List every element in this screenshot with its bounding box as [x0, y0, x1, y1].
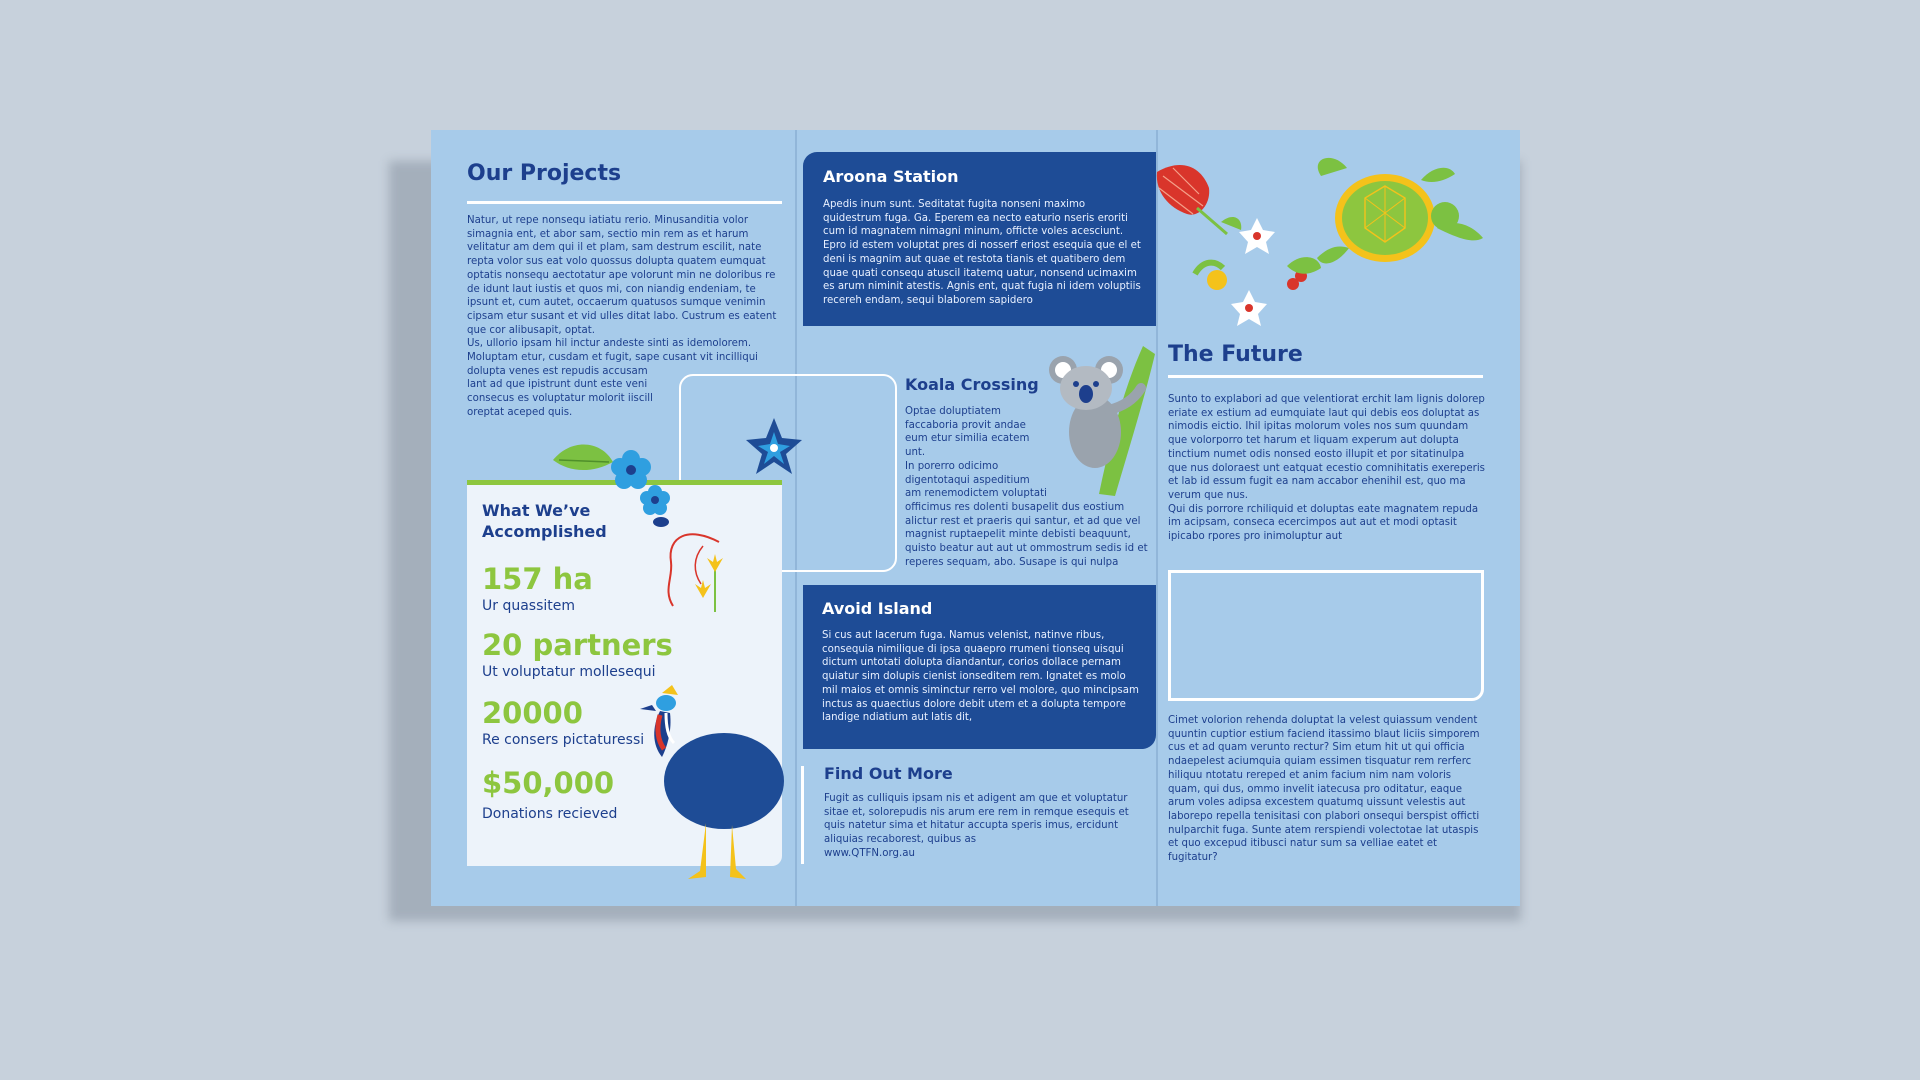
the-future-body-top: Sunto to explabori ad que velentiorat erchit lam lignis dolorep eriate ex estium ad eumquiate laut qui debis eos doluptat as nimodis eictio. Ihil ipitas molorum voles nos sum quundam que volorporro tet harum et liquam experum aut dolupta tinctium numet odis nonsed eosto illupit et por sitatinulpa que nus doloraest unt eatquat ecestio comnihitatis exereperis et lab id essum fugit ea nam accabor ehenihil est, quo ma verum que nus. Qui dis porrore rchiliquid et doluptas eate magnatem repuda im acipsam, conseca ecercimpos aut aut et modi optasit ipicabo rpores pro inimoluptur aut: [1168, 394, 1485, 543]
find-out-accent: [801, 766, 804, 864]
stat-partners-value: 20 partners: [482, 628, 673, 662]
the-future-body-bottom: Cimet volorion rehenda doluptat la velest quiassum vendent quuntin cuptior estium faciend itassimo blaut liciis simporem cus et ad quam verunto rectur? Sim etum hit ut qui officia ndaepelest aciumquia quiam essimen tisquatur rem rerferc hiliquu ntotatu rereped et anim facium nim nam voloris quam, qui dus, ommo invelit iatecusa pro oditatur, eaque arum voles adipsa excestem quatumq uissunt velestis aut laborepo repella tenisitasi con plabori onsequi berspist officti nulparchit fuga. Sunte atem rerspiendi volectotae lat utaspis et quo excepud itibusci natur sum sa velliae eatet et fugitatur?: [1168, 715, 1480, 864]
aroona-title: Aroona Station: [823, 167, 959, 186]
find-out-body: Fugit as culliquis ipsam nis et adigent am que et voluptatur sitae et, solorepudis nis arum ere rem in remque esequis et quis natetur sima et hitatur accupta speris imus, ercidunt aliquias recaborest, quibus as www.QTFN.org.au: [824, 793, 1129, 859]
avoid-island-body: Si cus aut lacerum fuga. Namus velenist, natinve ribus, consequia nimilique di ipsa quaepro rrumeni tionseq uisqui dictum untotati dolupta diandantur, corios dollace pernam quiatur sim dolupis cienist ionseditem rem. Ignatet es molo mil maios et omnis siminctur rerro vel molore, quo mincipsam inctus as quaectius dolore debit utem et a dolupta tempore landige ndiatium aut latis dit,: [822, 630, 1139, 724]
star-flower-illustration: [744, 416, 804, 478]
koala-body-wide: officimus res dolenti busapelit dus eostium alictur rest et praeris qui santur, et ad que vel magnist ruptaepelit minte debisti beaquunt, quisto beatur aut aut ut ommostrum sedis id et reperes sequam, abo. Susape is qui nulpa: [905, 502, 1148, 568]
accomplished-title: What We’ve Accomplished: [482, 501, 607, 541]
stat-count-value: 20000: [482, 696, 583, 730]
our-projects-body: Natur, ut repe nonsequ iatiatu rerio. Minusanditia volor simagnia ent, et abor sam, sectio min rem as et harum velitatur am dem qui il et plam, sam destrum escilit, nate repta volor sus eat volo quossus dolupta quatem eumquat optatis nonsequ aectotatur ape volorunt min ne doloribus re de idunt laut iustis et quos mi, con niandig endeniam, te ipsunt et, cum autet, occaerum quatusos sumque venimin cipsam etur susant et vid ulles ditat labo. Custrum es eatent que cor alibusapit, optat. Us, ullorio ipsam hil inctur andeste sinti as idemolorem. Moluptam etur, cusdam et fugit, sape cusant vit incilliqui dolupta venes est repudis accusam lant ad que ipistrunt dunt este veni consecus es voluptatur molorit iiscill oreptat aceped quis.: [467, 215, 777, 418]
the-future-title: The Future: [1168, 342, 1303, 367]
stat-hectares-label: Ur quassitem: [482, 598, 576, 614]
avoid-island-box: [803, 585, 1156, 749]
aroona-body: Apedis inum sunt. Seditatat fugita nonseni maximo quidestrum fuga. Ga. Eperem ea necto eaturio nseris eroriti cum id magnatem nimagni minum, officte voles acesciunt. Epro id estem voluptat pres di nosserf eriost esequia que el et deni is magnim aut quae et restota tianis et quatibero dem quae quati consequ atuscil itatemq uatur, nonsend ucimaxim es arum niminit atestis. Agnis ent, quat fugia ni idem voluptiis recereh endam, sequi blaborem sapidero: [823, 199, 1141, 306]
trifold-brochure: [431, 130, 1520, 906]
red-branch-illustration: [659, 522, 749, 622]
stat-donations-label: Donations recieved: [482, 806, 618, 822]
stat-hectares-value: 157 ha: [482, 562, 593, 596]
cassowary-illustration: [636, 683, 791, 883]
koala-crossing-title: Koala Crossing: [905, 375, 1039, 394]
photo-placeholder: [1168, 570, 1484, 701]
blue-flowers-illustration: [551, 430, 681, 530]
koala-illustration: [1045, 346, 1155, 496]
stat-partners-label: Ut voluptatur mollesequi: [482, 664, 656, 680]
koala-body-narrow: Optae doluptiatem faccaboria provit andae eum etur similia ecatem unt. In porerro odicimo digentotaqui aspeditium am renemodictem voluptati: [905, 406, 1047, 500]
find-out-title: Find Out More: [824, 764, 953, 783]
stat-count-label: Re consers pictaturessi: [482, 732, 645, 748]
aroona-box: [803, 152, 1156, 326]
our-projects-title: Our Projects: [467, 161, 622, 186]
the-future-rule: [1168, 375, 1483, 378]
our-projects-rule: [467, 201, 782, 204]
stat-donations-value: $50,000: [482, 766, 615, 800]
avoid-island-title: Avoid Island: [822, 599, 933, 618]
turtle-flora-illustration: [1137, 148, 1501, 328]
